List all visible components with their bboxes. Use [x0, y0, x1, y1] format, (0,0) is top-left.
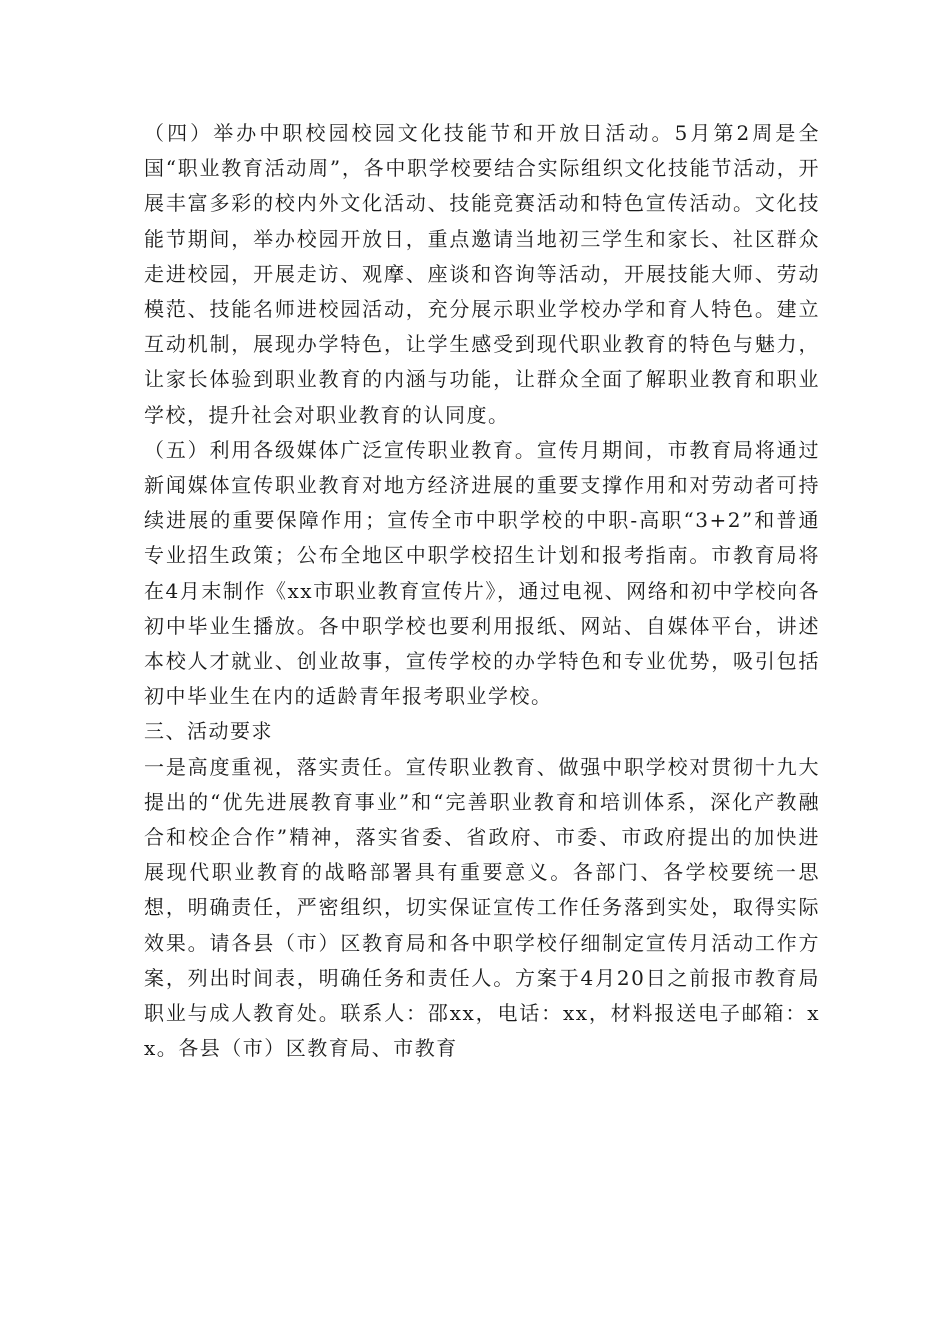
paragraph-activity-four: （四）举办中职校园校园文化技能节和开放日活动。5月第2周是全国“职业教育活动周”，各中职学校要结合实际组织文化技能节活动，开展丰富多彩的校内外文化活动、技能竞赛活动和特色宣传活动。文化技能节期间，举办校园开放日，重点邀请当地初三学生和家长、社区群众走进校园，开展走访、观摩、座谈和咨询等活动，开展技能大师、劳动模范、技能名师进校园活动，充分展示职业学校办学和育人特色。建立互动机制，展现办学特色，让学生感受到现代职业教育的特色与魅力，让家长体验到职业教育的内涵与功能，让群众全面了解职业教育和职业学校，提升社会对职业教育的认同度。	[144, 121, 820, 427]
section-heading-requirements: 三、活动要求	[144, 719, 273, 744]
paragraph-requirement-one: 一是高度重视，落实责任。宣传职业教育、做强中职学校对贯彻十九大提出的“优先进展教育事业”和“完善职业教育和培训体系，深化产教融合和校企合作”精神，落实省委、省政府、市委、市政府提出的加快进展现代职业教育的战略部署具有重要意义。各部门、各学校要统一思想，明确责任，严密组织，切实保证宣传工作任务落到实处，取得实际效果。请各县（市）区教育局和各中职学校仔细制定宣传月活动工作方案，列出时间表，明确任务和责任人。方案于4月20日之前报市教育局职业与成人教育处。联系人：邵xx，电话：xx，材料报送电子邮箱：xx。各县（市）区教育局、市教育	[144, 754, 820, 1061]
paragraph-activity-five: （五）利用各级媒体广泛宣传职业教育。宣传月期间，市教育局将通过新闻媒体宣传职业教育对地方经济进展的重要支撑作用和对劳动者可持续进展的重要保障作用；宣传全市中职学校的中职-高职“3+2”和普通专业招生政策；公布全地区中职学校招生计划和报考指南。市教育局将在4月末制作《xx市职业教育宣传片》，通过电视、网络和初中学校向各初中毕业生播放。各中职学校也要利用报纸、网站、自媒体平台，讲述本校人才就业、创业故事，宣传学校的办学特色和专业优势，吸引包括初中毕业生在内的适龄青年报考职业学校。	[144, 437, 820, 709]
document-body	[144, 116, 820, 1066]
